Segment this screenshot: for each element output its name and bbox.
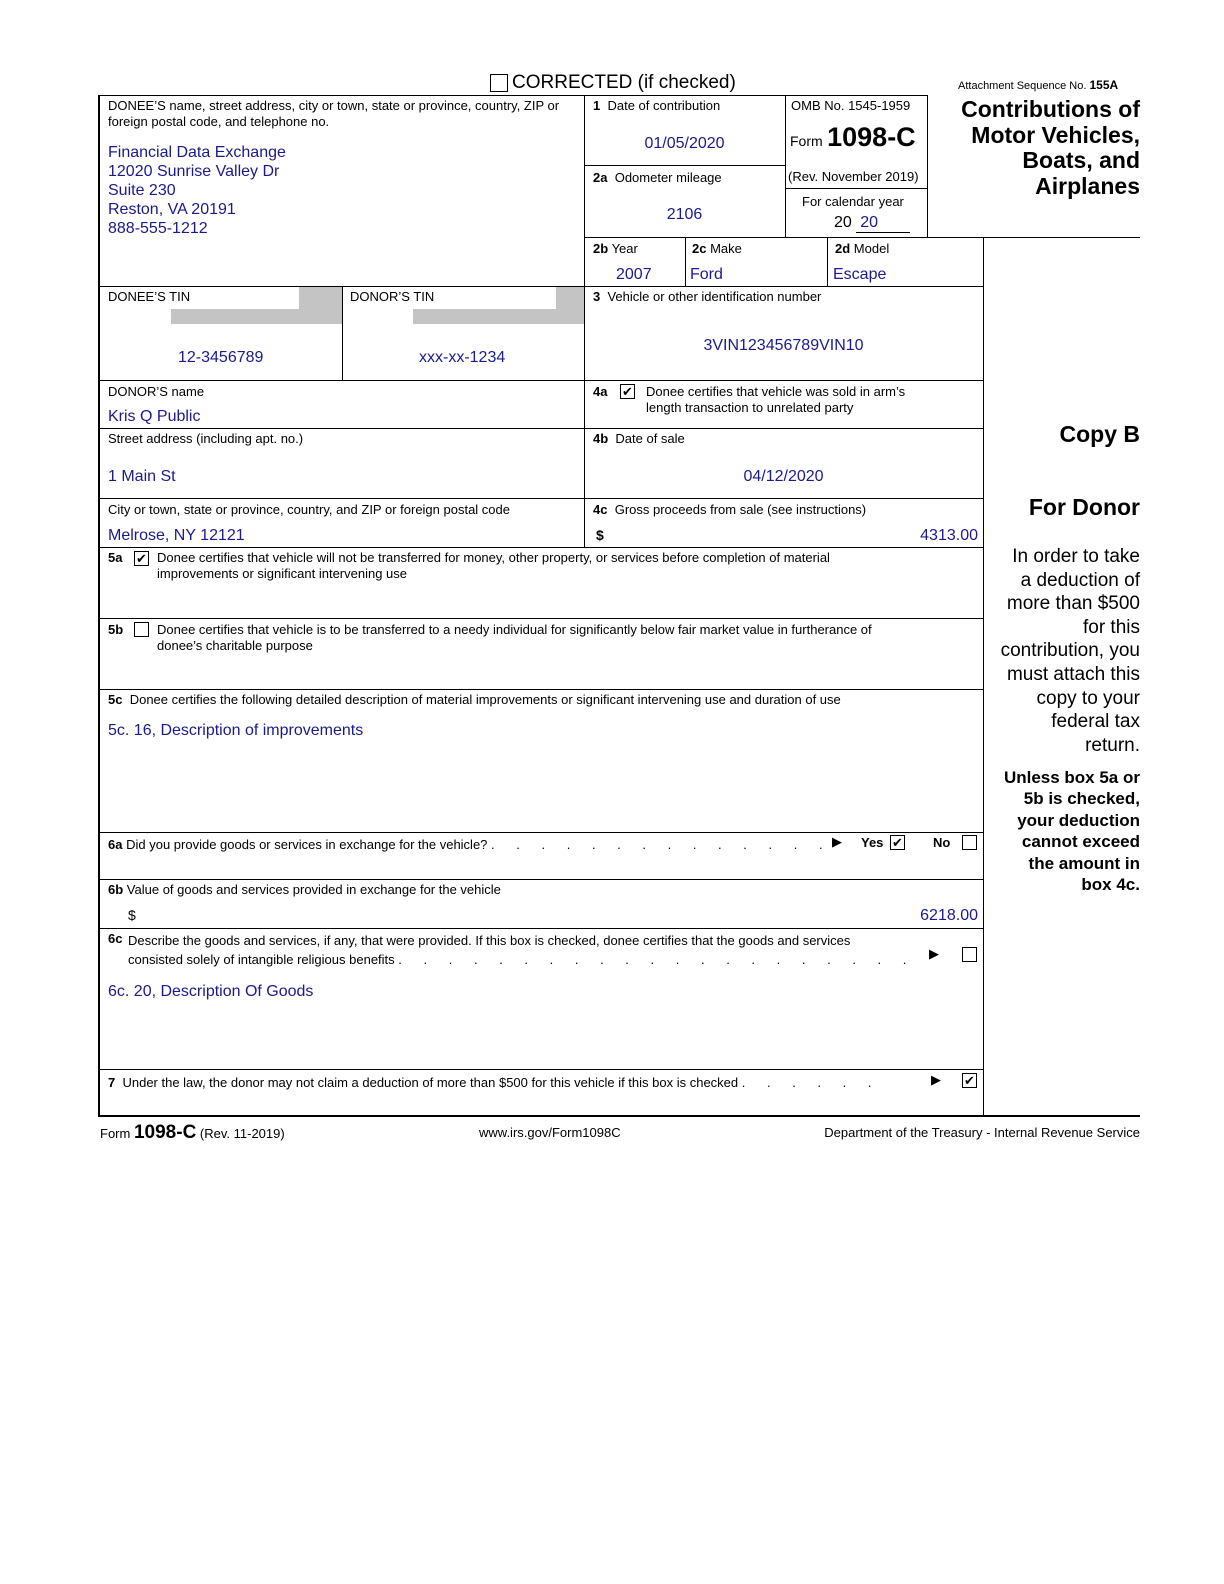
title-line-2: Motor Vehicles, xyxy=(971,121,1140,148)
box2a-label xyxy=(593,170,722,186)
footer-form-id xyxy=(100,1122,285,1144)
box4a-check-icon: ✔ xyxy=(622,384,633,399)
box4c-num: 4c xyxy=(593,502,608,517)
box2a-label-text: Odometer mileage xyxy=(614,170,722,185)
box6c-checkbox[interactable] xyxy=(962,947,977,962)
box5c-label xyxy=(108,692,841,708)
box6a-no-label: No xyxy=(933,835,951,850)
title-line-1: Contributions of xyxy=(961,96,1140,122)
box3-label-text: Vehicle or other identification number xyxy=(607,289,822,304)
footer-rev: (Rev. 11-2019) xyxy=(199,1126,285,1141)
street-value: 1 Main St xyxy=(108,468,176,485)
box4a-text xyxy=(646,384,905,416)
footer-dept: Department of the Treasury - Internal Revenue Service xyxy=(824,1125,1140,1140)
city-label: City or town, state or province, country, and ZIP or foreign postal code xyxy=(108,502,510,517)
box6a-dots: . . . . . . . . . . . . . . xyxy=(491,837,832,852)
side-para-line-5: contribution, you xyxy=(1000,640,1140,662)
form-id xyxy=(790,122,916,153)
donee-line-4: Reston, VA 20191 xyxy=(108,201,236,218)
box3-label xyxy=(593,289,821,305)
box1-label xyxy=(593,98,720,114)
donor-tin-shade xyxy=(556,287,584,324)
side-para-line-1: In order to take xyxy=(1012,546,1140,567)
box6c-line-1: Describe the goods and services, if any, that were provided. If this box is checked, donee certifies that the goods and services xyxy=(128,933,851,948)
side-bold-line-3: your deduction xyxy=(1017,810,1140,830)
box5c-label-text: Donee certifies the following detailed description of material improvements or significant intervening use and duration of use xyxy=(129,692,841,707)
box5c-num: 5c xyxy=(108,692,123,707)
donor-name-value: Kris Q Public xyxy=(108,408,201,425)
side-para-line-2: a deduction of xyxy=(1020,569,1140,591)
city-value: Melrose, NY 12121 xyxy=(108,527,245,544)
corrected-checkbox[interactable] xyxy=(490,74,508,92)
donor-name-label: DONOR’S name xyxy=(108,384,205,399)
box2b-num: 2b xyxy=(593,241,609,256)
box6a-yes-label: Yes xyxy=(861,835,884,850)
box7-checkbox[interactable] xyxy=(962,1073,977,1088)
box7-dots: . . . . . . xyxy=(741,1075,881,1090)
donee-line-2: 12020 Sunrise Valley Dr xyxy=(108,163,280,180)
calendar-year-suffix: 20 xyxy=(856,213,910,233)
corrected-label: CORRECTED (if checked) xyxy=(512,72,736,93)
box4b-label-text: Date of sale xyxy=(615,431,685,446)
box2c-num: 2c xyxy=(692,241,707,256)
box7-num: 7 xyxy=(108,1075,116,1090)
box2c-label-text: Make xyxy=(710,241,742,256)
donee-tin-value: 12-3456789 xyxy=(178,349,264,366)
box4a-checkbox[interactable] xyxy=(620,384,635,399)
for-label: For Donor xyxy=(1028,494,1140,520)
box6a-no-checkbox[interactable] xyxy=(962,835,977,850)
box5b-line-2: donee’s charitable purpose xyxy=(157,638,313,653)
box6b-value: 6218.00 xyxy=(920,907,978,924)
side-para-line-7: copy to your xyxy=(1036,687,1140,709)
side-para-line-8: federal tax xyxy=(1051,711,1140,733)
box2b-value: 2007 xyxy=(616,266,652,283)
box7-check-icon: ✔ xyxy=(964,1073,975,1088)
donor-tin-shade-bar xyxy=(413,309,556,324)
box4c-dollar: $ xyxy=(596,527,604,543)
box4a-line-1: Donee certifies that vehicle was sold in arm’s xyxy=(646,384,906,399)
box2c-label xyxy=(692,241,742,257)
box4b-label xyxy=(593,431,685,447)
form-number: 1098-C xyxy=(827,122,916,152)
box1-num: 1 xyxy=(593,98,601,113)
donee-line-1: Financial Data Exchange xyxy=(108,144,286,161)
box2d-label-text: Model xyxy=(853,241,890,256)
form-word: Form xyxy=(790,133,823,149)
box3-value: 3VIN123456789VIN10 xyxy=(703,337,864,354)
side-para-line-6: must attach this xyxy=(1006,663,1140,685)
box2d-value: Escape xyxy=(833,266,887,283)
box4c-value: 4313.00 xyxy=(920,527,978,544)
attachment-seq-value: 155A xyxy=(1089,78,1119,92)
form-title xyxy=(961,97,1140,199)
box5a-line-1: Donee certifies that vehicle will not be transferred for money, other property, or services before completion of material xyxy=(157,550,830,565)
donee-tin-shade xyxy=(299,287,342,324)
street-label: Street address (including apt. no.) xyxy=(108,431,304,446)
title-line-3: Boats, and xyxy=(1022,147,1140,173)
box7-label-text: Under the law, the donor may not claim a deduction of more than $500 for this vehicle if this box is checked xyxy=(122,1075,739,1090)
box2d-label xyxy=(835,241,889,257)
box6c-value: 6c. 20, Description Of Goods xyxy=(108,983,314,1000)
donee-tin-shade-bar xyxy=(171,309,299,324)
box2d-num: 2d xyxy=(835,241,851,256)
box6a-arrow-icon: ▶ xyxy=(832,834,842,849)
box6a-num: 6a xyxy=(108,837,123,852)
box5a-line-2: improvements or significant intervening use xyxy=(157,566,408,581)
calendar-year xyxy=(834,213,910,233)
box5c-value: 5c. 16, Description of improvements xyxy=(108,722,364,739)
side-bold-line-1: Unless box 5a or xyxy=(1003,768,1140,787)
form-rev: (Rev. November 2019) xyxy=(788,169,919,184)
box5a-checkbox[interactable] xyxy=(134,551,149,566)
box4a-line-2: length transaction to unrelated party xyxy=(646,400,854,415)
side-para-line-4: for this xyxy=(1082,616,1140,638)
box5b-checkbox[interactable] xyxy=(134,622,149,637)
box7-text xyxy=(108,1075,881,1091)
box6b-dollar: $ xyxy=(128,907,136,923)
donee-line-3: Suite 230 xyxy=(108,182,176,199)
box6a-yes-checkbox[interactable] xyxy=(890,835,905,850)
side-para-line-9: return. xyxy=(1085,734,1140,756)
box2a-num: 2a xyxy=(593,170,608,185)
box6c-text xyxy=(128,931,915,969)
omb-number: OMB No. 1545-1959 xyxy=(791,98,911,113)
footer-form-number: 1098-C xyxy=(133,1122,197,1143)
attachment-seq-prefix: Attachment Sequence No. xyxy=(958,80,1087,92)
footer-url: www.irs.gov/Form1098C xyxy=(479,1125,621,1140)
footer-form-word: Form xyxy=(100,1126,131,1141)
box4a-num: 4a xyxy=(593,384,608,399)
box5b-num: 5b xyxy=(108,622,124,637)
donor-tin-label: DONOR’S TIN xyxy=(350,289,435,304)
box6a-label-text: Did you provide goods or services in exchange for the vehicle? xyxy=(126,837,488,852)
box3-num: 3 xyxy=(593,289,601,304)
box4b-value: 04/12/2020 xyxy=(743,468,824,485)
title-line-4: Airplanes xyxy=(1035,172,1140,199)
box6c-line-2: consisted solely of intangible religious benefits xyxy=(128,952,395,967)
box6a-question xyxy=(108,837,832,853)
box6c-dots: . . . . . . . . . . . . . . . . . . . . . xyxy=(398,952,916,967)
box2c-value: Ford xyxy=(690,266,723,283)
donee-tin-label: DONEE’S TIN xyxy=(108,289,191,304)
box7-arrow-icon: ▶ xyxy=(931,1072,941,1087)
box5b-line-1: Donee certifies that vehicle is to be transferred to a needy individual for significantly below fair market value in furtherance of xyxy=(157,622,872,637)
box6b-label-text: Value of goods and services provided in exchange for the vehicle xyxy=(126,882,501,897)
box6c-num: 6c xyxy=(108,931,123,946)
side-bold-line-4: cannot exceed xyxy=(1021,832,1140,852)
box2b-label-text: Year xyxy=(611,241,638,256)
box2a-value: 2106 xyxy=(666,206,703,223)
donor-tin-value: xxx-xx-1234 xyxy=(419,349,506,366)
box6c-arrow-icon: ▶ xyxy=(929,946,939,961)
calendar-year-label: For calendar year xyxy=(802,194,904,209)
box6b-num: 6b xyxy=(108,882,124,897)
box2b-label xyxy=(593,241,638,257)
box5a-num: 5a xyxy=(108,550,123,565)
side-warning xyxy=(1004,767,1140,895)
box4c-label xyxy=(593,502,866,518)
donee-line-5: 888-555-1212 xyxy=(108,220,208,237)
side-para-line-3: more than $500 xyxy=(1006,593,1140,615)
box1-label-text: Date of contribution xyxy=(607,98,721,113)
copy-label: Copy B xyxy=(1059,421,1140,447)
box4b-num: 4b xyxy=(593,431,609,446)
side-bold-line-5: the amount in xyxy=(1028,853,1140,873)
box5a-check-icon: ✔ xyxy=(136,551,147,566)
side-bold-line-2: 5b is checked, xyxy=(1023,789,1140,809)
side-instructions xyxy=(1001,545,1140,757)
box5a-text xyxy=(157,550,830,582)
donee-block-label: DONEE’S name, street address, city or town, state or province, country, ZIP or foreign postal code, and telephone no. xyxy=(108,98,560,129)
box1-value: 01/05/2020 xyxy=(644,135,725,152)
box4c-label-text: Gross proceeds from sale (see instructions) xyxy=(614,502,867,517)
box6b-label xyxy=(108,882,501,898)
attachment-sequence xyxy=(958,78,1118,92)
side-bold-line-6: box 4c. xyxy=(1081,875,1140,895)
calendar-year-prefix: 20 xyxy=(834,214,852,231)
box5b-text xyxy=(157,622,872,654)
box6a-yes-check-icon: ✔ xyxy=(892,835,903,850)
